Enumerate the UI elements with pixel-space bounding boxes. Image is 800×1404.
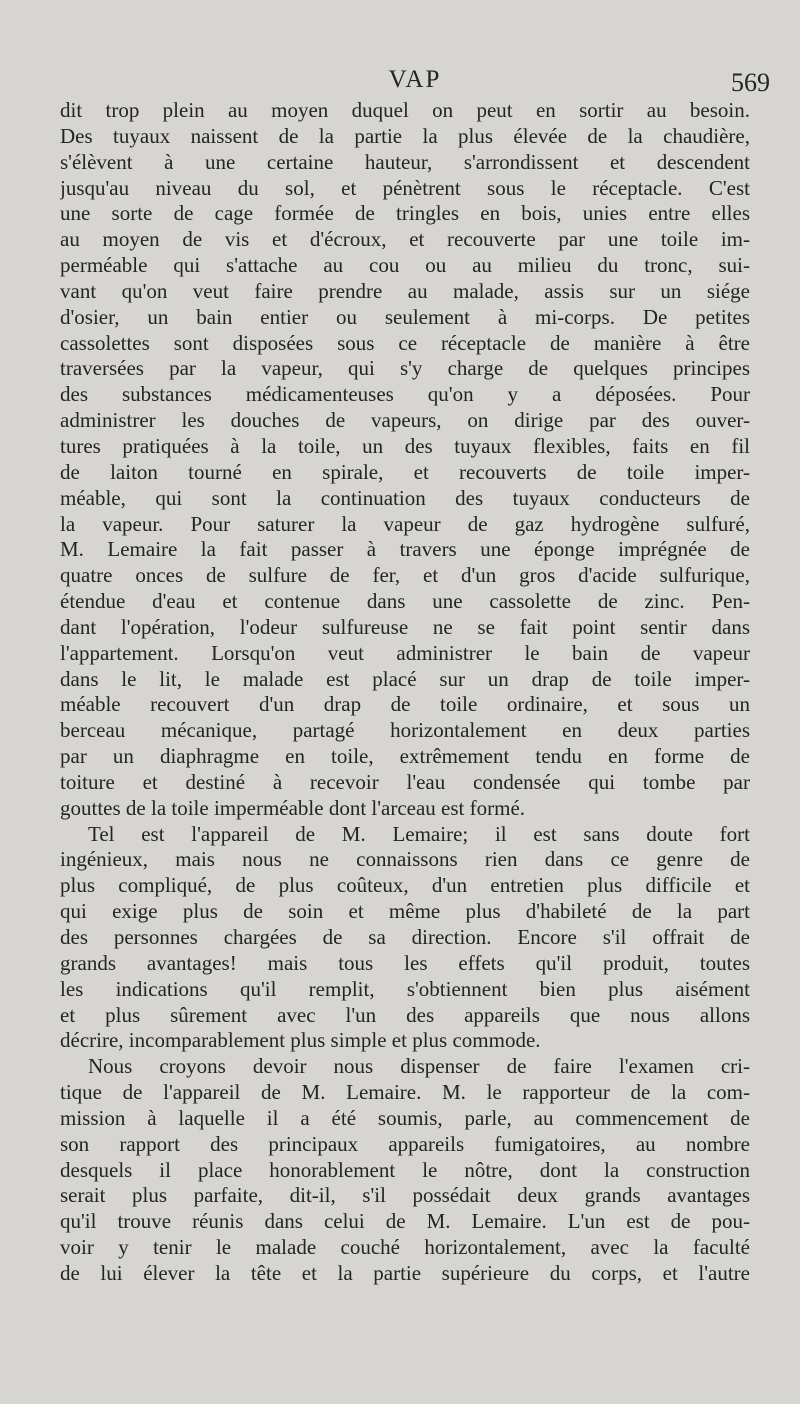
body-text [60, 98, 750, 1287]
text-line: l'appartement. Lorsqu'on veut administrer le bain de vapeur [60, 640, 750, 665]
text-line: les indications qu'il remplit, s'obtiennent bien plus aisément [60, 976, 750, 1001]
text-line: qu'il trouve réunis dans celui de M. Lemaire. L'un est de pou- [60, 1209, 750, 1234]
text-line: de lui élever la tête et la partie supérieure du corps, et l'autre [60, 1260, 750, 1285]
text-line: plus compliqué, de plus coûteux, d'un entretien plus difficile et [60, 873, 750, 898]
text-line: toiture et destiné à recevoir l'eau condensée qui tombe par [60, 769, 750, 794]
text-line: méable, qui sont la continuation des tuyaux conducteurs de [60, 485, 750, 510]
text-line: des substances médicamenteuses qu'on y a déposées. Pour [60, 382, 750, 407]
text-line: M. Lemaire la fait passer à travers une éponge imprégnée de [60, 537, 750, 562]
text-line: son rapport des principaux appareils fumigatoires, au nombre [60, 1131, 750, 1156]
text-line: de laiton tourné en spirale, et recouverts de toile imper- [60, 459, 750, 484]
text-line: la vapeur. Pour saturer la vapeur de gaz hydrogène sulfuré, [60, 511, 750, 536]
text-line: Des tuyaux naissent de la partie la plus élevée de la chaudière, [60, 123, 750, 148]
text-line: voir y tenir le malade couché horizontalement, avec la faculté [60, 1235, 750, 1260]
text-line: ingénieux, mais nous ne connaissons rien dans ce genre de [60, 847, 750, 872]
text-line: mission à laquelle il a été soumis, parle, au commencement de [60, 1105, 750, 1130]
text-line: et plus sûrement avec l'un des appareils que nous allons [60, 1002, 750, 1027]
text-line: une sorte de cage formée de tringles en bois, unies entre elles [60, 201, 750, 226]
text-line: par un diaphragme en toile, extrêmement tendu en forme de [60, 744, 750, 769]
text-line: décrire, incomparablement plus simple et plus commode. [60, 1028, 541, 1053]
text-line: au moyen de vis et d'écroux, et recouverte par une toile im- [60, 227, 750, 252]
text-line: administrer les douches de vapeurs, on dirige par des ouver- [60, 408, 750, 433]
text-line: tique de l'appareil de M. Lemaire. M. le rapporteur de la com- [60, 1080, 750, 1105]
text-line: des personnes chargées de sa direction. Encore s'il offrait de [60, 925, 750, 949]
text-line: vant qu'on veut faire prendre au malade, assis sur un siége [60, 278, 750, 303]
text-line: jusqu'au niveau du sol, et pénètrent sous le réceptacle. C'est [60, 175, 750, 200]
text-line: dit trop plein au moyen duquel on peut en sortir au besoin. [60, 98, 750, 122]
text-line: dant l'opération, l'odeur sulfureuse ne se fait point sentir dans [60, 614, 750, 639]
text-line: serait plus parfaite, dit-il, s'il possédait deux grands avantages [60, 1183, 750, 1208]
page-number: 569 [731, 68, 770, 97]
text-line: quatre onces de sulfure de fer, et d'un gros d'acide sulfurique, [60, 563, 750, 588]
text-line: tures pratiquées à la toile, un des tuyaux flexibles, faits en fil [60, 433, 750, 458]
page-header [60, 66, 770, 100]
text-line: dans le lit, le malade est placé sur un drap de toile imper- [60, 666, 750, 691]
text-line: gouttes de la toile imperméable dont l'arceau est formé. [60, 795, 526, 820]
text-line: qui exige plus de soin et même plus d'habileté de la part [60, 899, 750, 924]
text-line: étendue d'eau et contenue dans une cassolette de zinc. Pen- [60, 589, 750, 614]
running-head: VAP [388, 66, 442, 93]
text-line: perméable qui s'attache au cou ou au milieu du tronc, sui- [60, 253, 750, 278]
text-line: Tel est l'appareil de M. Lemaire; il est sans doute fort [88, 821, 750, 846]
text-line: berceau mécanique, partagé horizontalement en deux parties [60, 718, 750, 743]
text-line: méable recouvert d'un drap de toile ordinaire, et sous un [60, 692, 750, 717]
text-line: d'osier, un bain entier ou seulement à mi-corps. De petites [60, 304, 750, 329]
text-line: s'élèvent à une certaine hauteur, s'arrondissent et descendent [60, 149, 750, 174]
text-line: grands avantages! mais tous les effets qu'il produit, toutes [60, 950, 750, 975]
text-line: cassolettes sont disposées sous ce réceptacle de manière à être [60, 330, 750, 355]
text-line: Nous croyons devoir nous dispenser de faire l'examen cri- [88, 1054, 750, 1079]
text-line: traversées par la vapeur, qui s'y charge de quelques principes [60, 356, 750, 381]
text-line: desquels il place honorablement le nôtre, dont la construction [60, 1157, 750, 1182]
